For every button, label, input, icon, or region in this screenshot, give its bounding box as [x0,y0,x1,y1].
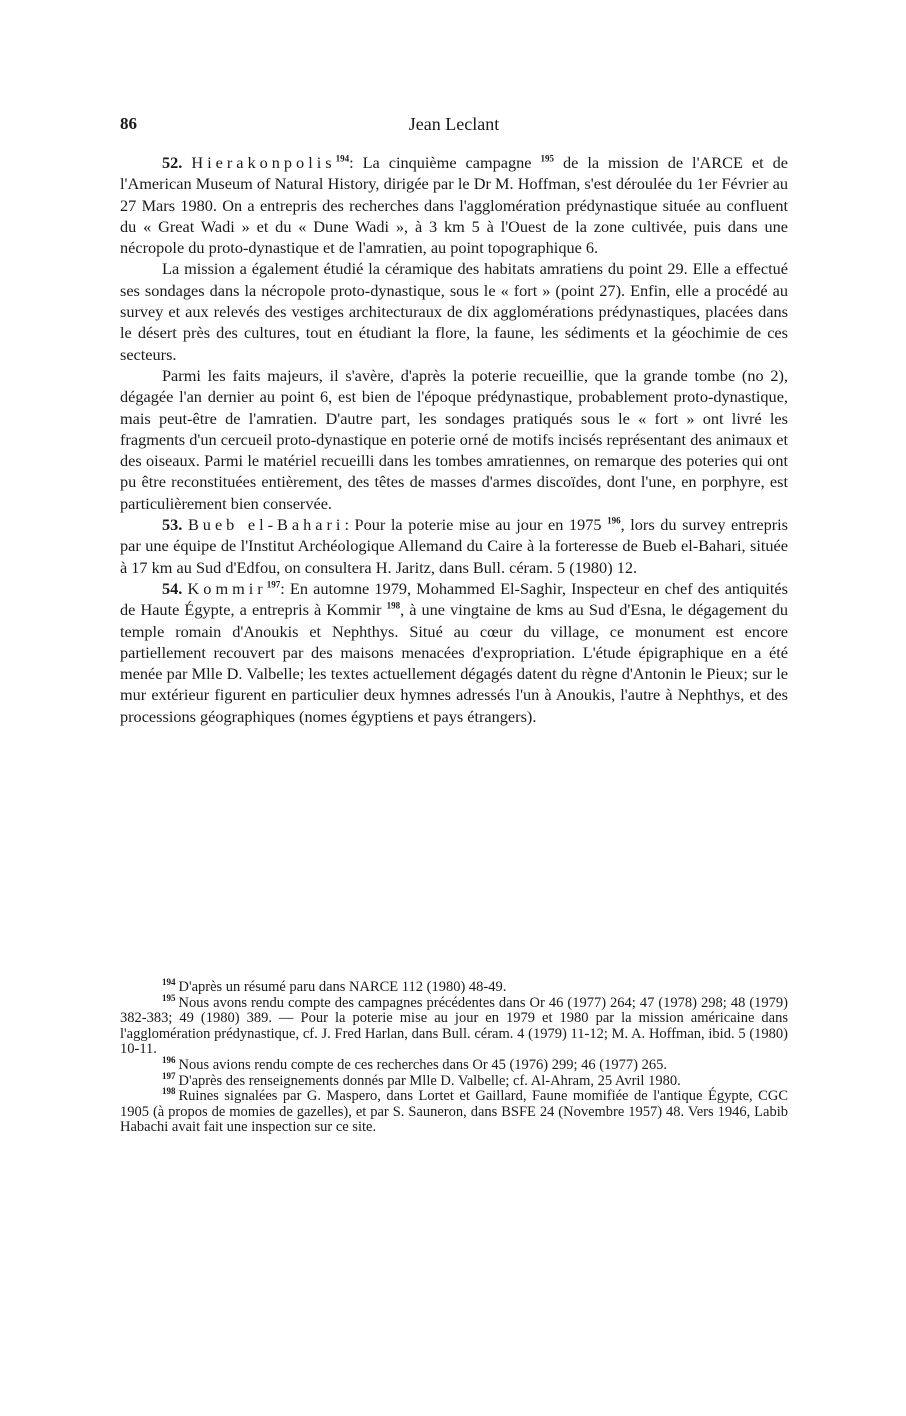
footnote-text: D'après un résumé paru dans NARCE 112 (1980) 48-49. [178,979,507,995]
footnote [120,1055,788,1074]
site-name: Hierakonpolis [191,153,336,172]
footnote-text: Nous avions rendu compte de ces recherches dans Or 45 (1976) 299; 46 (1977) 265. [178,1056,667,1073]
footnote-ref: 195 [540,153,555,164]
running-head: Jean Leclant [408,114,500,134]
footnote-ref: 194 [335,153,350,164]
paragraph-lead: : En automne 1979, Mohammed El-Saghir, Inspecteur en chef des antiquités de Haute Égypte, a entrepris à Kommir [120,578,788,620]
paragraph-lead: : Pour la poterie mise au jour en 1975 [344,515,602,535]
footnote-number: 195 [162,992,176,1003]
footnote-text: Ruines signalées par G. Maspero, dans Lortet et Gaillard, Faune momifiée de l'antique Égypte, CGC 1905 (à propos de momies de gazelles), et par S. Sauneron, dans BSFE 24 (Novembre 1957) 48. Vers 1946, Labib Habachi avait fait une inspection sur ce site. [120,1088,788,1136]
footnote-number: 194 [162,977,176,988]
page-content [120,108,788,727]
footnote-ref: 196 [607,515,621,526]
article-body [120,152,788,727]
site-name: Bueb el-Bahari [187,515,345,535]
footnote-number: 196 [162,1055,176,1066]
footnote [120,1070,788,1090]
paragraph: Parmi les faits majeurs, il s'avère, d'après la poterie recueillie, que la grande tombe (no 2), dégagée l'an dernier au point 6, est bien de l'époque prédynastique, probablement proto-dynastique, mais peut-être de l'amratien. D'autre part, les sondages pratiqués sous le « fort » ont livré les fragments d'un cercueil proto-dynastique en poterie orné de motifs incisés représentant des animaux et des oiseaux. Parmi le matériel recueilli dans les tombes amratiennes, on remarque des poteries qui ont pu être reconstituées entièrement, des têtes de masses d'armes discoïdes, dont l'une, en porphyre, est particulièrement bien conservée. [120,365,788,513]
footnote-ref: 197 [266,579,281,590]
footnote-number: 198 [162,1086,176,1097]
paragraph-53 [120,514,788,578]
section-number: 53. [162,515,183,535]
page-number: 86 [120,114,137,133]
paragraph-text: , lors du survey entrepris par une équipe de l'Institut Archéologique Allemand du Caire à la forteresse de Bueb el-Bahari, située à 17 km au Sud d'Edfou, on consultera H. Jaritz, dans Bull. céram. 5 (1980) 12. [120,515,789,577]
footnote-text: Nous avons rendu compte des campagnes précédentes dans Or 46 (1977) 264; 47 (1978) 298; 48 (1979) 382-383; 49 (1980) 389. — Pour la poterie mise au jour en 1979 et 1980 par la mission américaine dans l'agglomération prédynastique, cf. J. Fred Harlan, dans Bull. céram. 4 (1979) 11-12; M. A. Hoffman, ibid. 5 (1980) 10-11. [120,994,788,1058]
page-header [120,108,788,138]
footnotes [120,977,788,1136]
paragraph-text: , à une vingtaine de kms au Sud d'Esna, le dégagement du temple romain d'Anoukis et Nephthys. Situé au cœur du village, ce monument est encore partiellement recouvert par des maisons menacées d'expropriation. L'étude épigraphique en a été menée par Mlle D. Valbelle; les textes actuellement dégagés datent du règne d'Antonin le Pieux; sur le mur extérieur figurent en particulier deux hymnes adressés l'un à Anoukis, l'autre à Nephthys, et des processions géographiques (nomes égyptiens et pays étrangers). [120,600,788,726]
footnote [120,977,788,996]
paragraph-52 [120,152,788,258]
paragraph-lead: : La cinquième campagne [349,153,532,172]
section-number: 52. [162,153,183,172]
site-name: Kommir [187,578,267,598]
footnote-text: D'après des renseignements donnés par Mlle D. Valbelle; cf. Al-Ahram, 25 Avril 1980. [178,1072,681,1089]
paragraph-54 [120,578,788,727]
paragraph-text: de la mission de l'ARCE et de l'American Museum of Natural History, dirigée par le Dr M. Hoffman, s'est déroulée du 1er Février au 27 Mars 1980. On a entrepris des recherches dans l'agglomération prédynastique située au confluent du « Great Wadi » et du « Dune Wadi », à 3 km 5 à l'Ouest de la zone cultivée, puis dans une nécropole du proto-dynastique et de l'amratien, au point topographique 6. [120,153,788,258]
footnote-ref: 198 [386,600,401,611]
section-number: 54. [162,578,183,598]
footnote [120,992,788,1058]
footnote-number: 197 [162,1070,176,1081]
paragraph: La mission a également étudié la céramique des habitats amratiens du point 29. Elle a effectué ses sondages dans la nécropole proto-dynastique, sous le « fort » (point 27). Enfin, elle a procédé au survey et aux relevés des vestiges architecturaux de dix agglomérations prédynastiques, placées dans le désert près des cultures, tout en étudiant la flore, la faune, les sédiments et la géochimie de ces secteurs. [120,259,788,364]
footnote [120,1086,788,1136]
